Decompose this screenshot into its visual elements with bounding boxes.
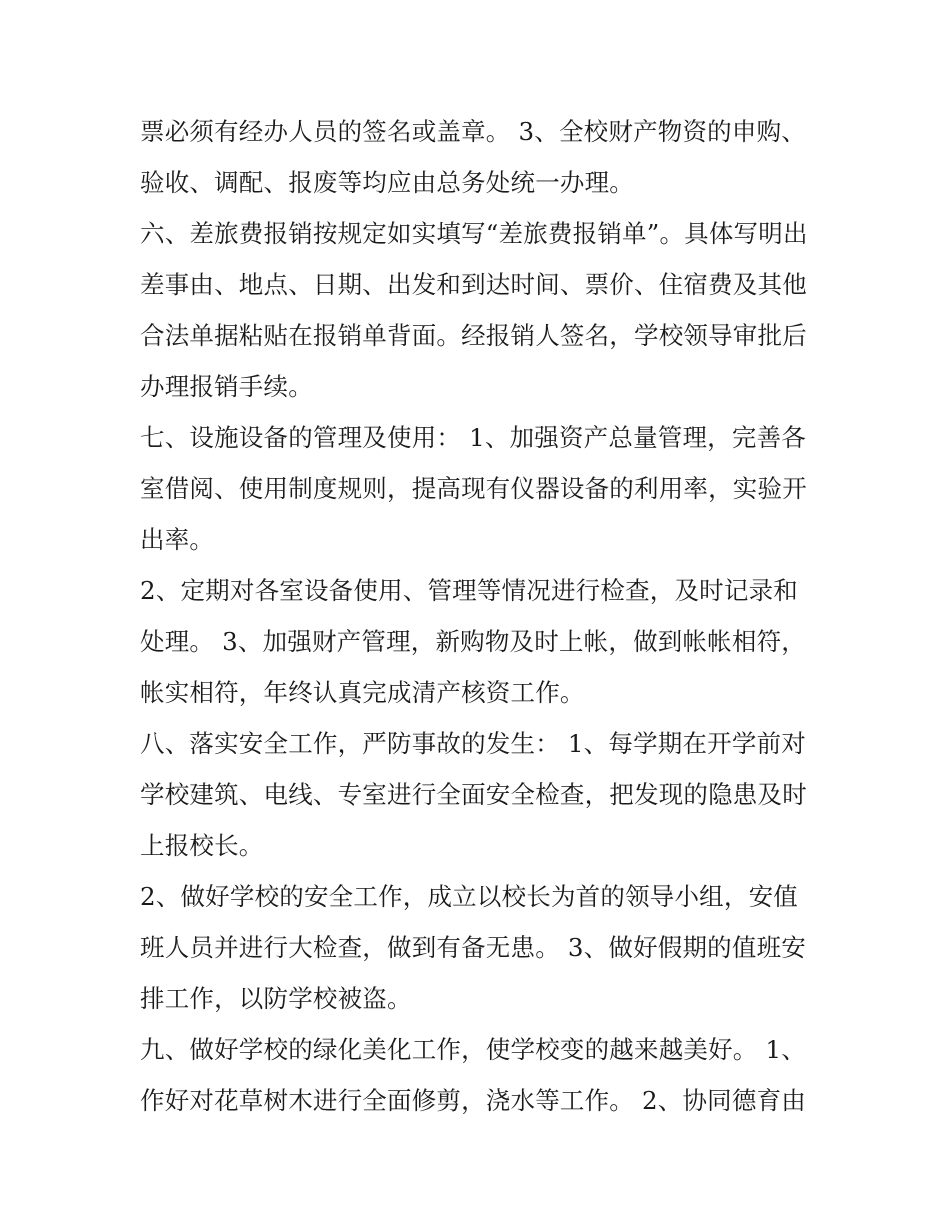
text-line: 九、做好学校的绿化美化工作，使学校变的越来越美好。 1、 <box>140 1035 806 1064</box>
text-line: 2、做好学校的安全工作，成立以校长为首的领导小组，安值 <box>140 882 798 911</box>
text-line: 七、设施设备的管理及使用： 1、加强资产总量管理，完善各 <box>140 423 806 452</box>
text-line: 验收、调配、报废等均应由总务处统一办理。 <box>140 168 634 197</box>
text-line: 六、差旅费报销按规定如实填写“差旅费报销单”。具体写明出 <box>140 219 808 248</box>
text-line: 处理。 3、加强财产管理，新购物及时上帐，做到帐帐相符， <box>140 627 806 656</box>
text-line: 作好对花草树木进行全面修剪，浇水等工作。 2、协同德育由 <box>140 1086 806 1115</box>
text-line: 室借阅、使用制度规则，提高现有仪器设备的利用率，实验开 <box>140 474 807 503</box>
document-body <box>140 106 820 1126</box>
text-line: 帐实相符，年终认真完成清产核资工作。 <box>140 678 585 707</box>
text-line: 上报校长。 <box>140 831 264 860</box>
text-line: 2、定期对各室设备使用、管理等情况进行检查，及时记录和 <box>140 576 798 605</box>
text-line: 票必须有经办人员的签名或盖章。 3、全校财产物资的申购、 <box>140 117 806 146</box>
text-line: 排工作，以防学校被盗。 <box>140 984 412 1013</box>
text-line: 八、落实安全工作，严防事故的发生： 1、每学期在开学前对 <box>140 729 806 758</box>
text-line: 办理报销手续。 <box>140 372 313 401</box>
text-line: 班人员并进行大检查，做到有备无患。 3、做好假期的值班安 <box>140 933 806 962</box>
text-line: 差事由、地点、日期、出发和到达时间、票价、住宿费及其他 <box>140 270 807 299</box>
text-line: 学校建筑、电线、专室进行全面安全检查，把发现的隐患及时 <box>140 780 807 809</box>
text-line: 出率。 <box>140 525 215 554</box>
text-line: 合法单据粘贴在报销单背面。经报销人签名，学校领导审批后 <box>140 321 807 350</box>
